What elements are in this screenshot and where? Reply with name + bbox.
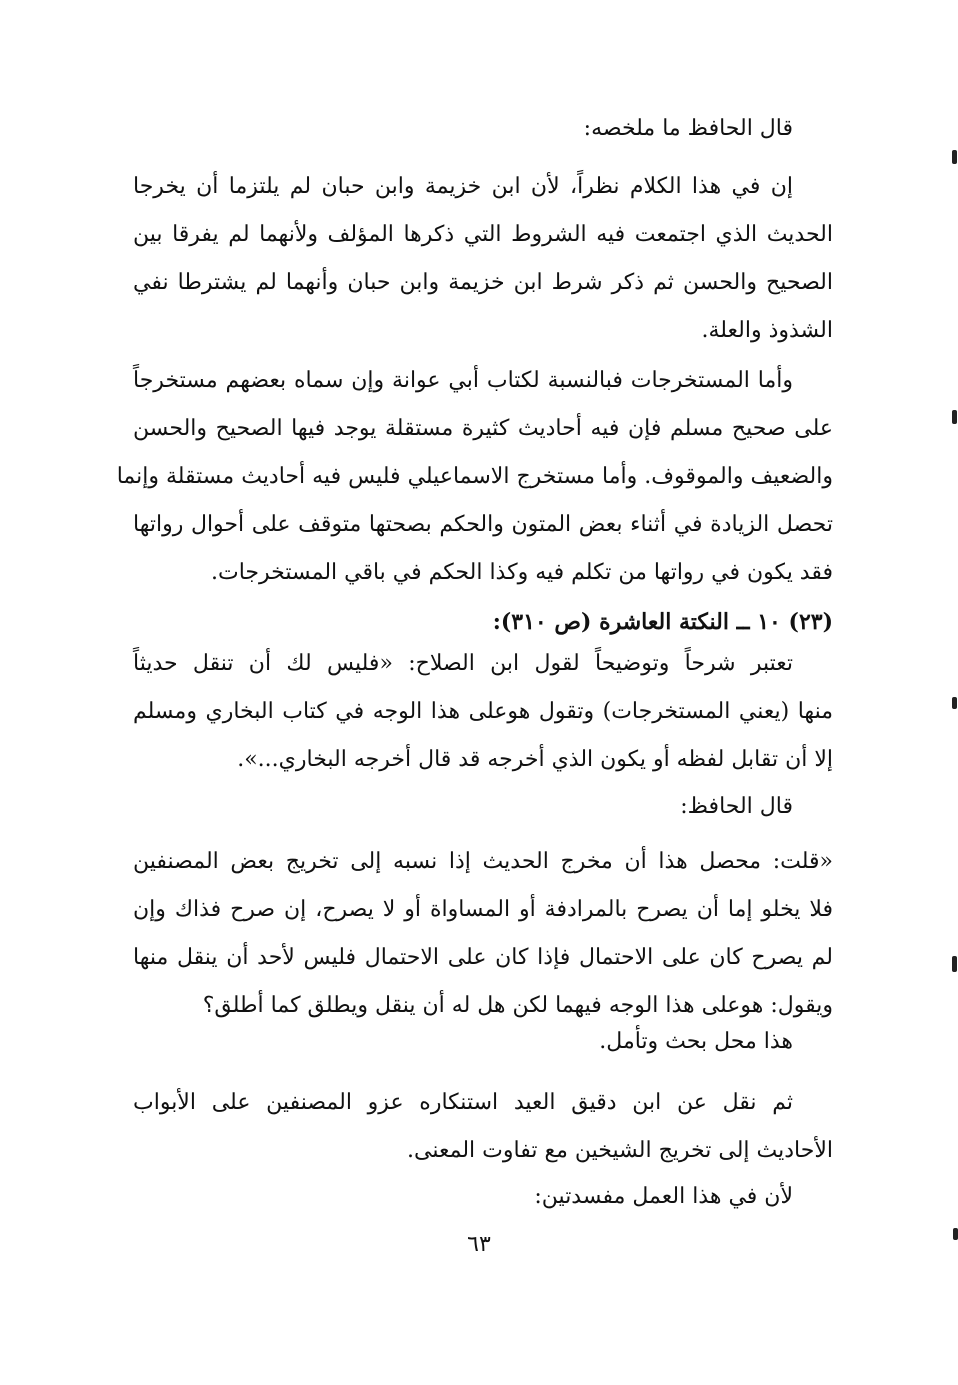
- text-line: تعتبر شرحاً وتوضيحاً لقول ابن الصلاح: «فليس لك أن تنقل حديثاً: [133, 651, 793, 676]
- section-heading: [133, 598, 833, 646]
- text-line: إن في هذا الكلام نظراً، لأن ابن خزيمة وابن حبان لم يلتزما أن يخرجا: [133, 174, 793, 199]
- paragraph-hafiz-said: [133, 783, 833, 831]
- text-line: فلا يخلو إما أن يصرح بالمرادفة أو المساواة أو لا يصرح، إن صرح فذاك وإن: [133, 897, 833, 922]
- scan-artifact: [953, 1228, 958, 1240]
- text-line: على صحيح مسلم فإن فيه أحاديث كثيرة مستقلة يوجد فيها الصحيح والحسن: [133, 416, 833, 441]
- paragraph-ibn-salah-quote: [133, 640, 833, 784]
- text-line: ثم نقل عن ابن دقيق العيد استنكاره عزو المصنفين على الأبواب: [133, 1090, 793, 1115]
- text-line: «قلت: محصل هذا أن مخرج الحديث إذا نسبه إلى تخريج بعض المصنفين: [133, 849, 833, 874]
- text-line: والضعيف والموقوف. وأما مستخرج الاسماعيلي فليس فيه أحاديث مستقلة وإنما: [116, 464, 833, 489]
- paragraph-objection: [133, 163, 833, 355]
- paragraph-hafiz-quote: [133, 838, 833, 1030]
- text-line: الصحيح والحسن ثم ذكر شرط ابن خزيمة وابن حبان وأنهما لم يشترطا نفي: [133, 270, 833, 295]
- scan-artifact: [952, 956, 957, 972]
- text-line: الحديث الذي اجتمعت فيه الشروط التي ذكرها المؤلف ولأنهما لم يفرقا بين: [133, 222, 833, 247]
- text-line: هذا محل بحث وتأمل.: [599, 1029, 793, 1054]
- scan-artifact: [952, 410, 957, 424]
- text-line: لأن في هذا العمل مفسدتين:: [534, 1184, 793, 1209]
- text-line: فقد يكون في رواتها من تكلم فيه وكذا الحكم في باقي المستخرجات.: [210, 560, 833, 585]
- text-line: ويقول: هوعلى هذا الوجه فيهما لكن هل له أن ينقل ويطلق كما أطلق؟: [202, 993, 833, 1018]
- paragraph-hafiz-summary-intro: [133, 105, 833, 153]
- paragraph-two-harms: [133, 1173, 833, 1221]
- text-line: إلا أن تقابل لفظه أو يكون الذي أخرجه قد قال أخرجه البخاري...».: [237, 747, 833, 772]
- page-number: ٦٣: [467, 1232, 491, 1257]
- text-line: قال الحافظ:: [680, 794, 793, 819]
- text-line: منها (يعني المستخرجات) وتقول هوعلى هذا الوجه في كتاب البخاري ومسلم: [133, 699, 833, 724]
- text-line: لم يصرح كان على الاحتمال فإذا كان على الاحتمال فليس لأحد أن ينقل منها: [133, 945, 833, 970]
- scan-artifact: [952, 150, 957, 164]
- paragraph-mustakhrajat: [116, 357, 833, 597]
- text-line: تحصل الزيادة في أثناء بعض المتون والحكم بصحتها متوقف على أحوال رواتها: [133, 512, 833, 537]
- text-line: وأما المستخرجات فبالنسبة لكتاب أبي عوانة وإن سماه بعضهم مستخرجاً: [133, 368, 793, 393]
- scan-artifact: [952, 697, 957, 709]
- heading-line: (٢٣) ١٠ ــ النكتة العاشرة (ص ٣١٠):: [492, 609, 833, 635]
- paragraph-research-note: [133, 1018, 833, 1066]
- text-line: قال الحافظ ما ملخصه:: [583, 116, 793, 141]
- text-line: الأحاديث إلى تخريج الشيخين مع تفاوت المعنى.: [407, 1138, 833, 1163]
- text-line: الشذوذ والعلة.: [701, 318, 833, 343]
- paragraph-ibn-daqiq: [133, 1079, 833, 1175]
